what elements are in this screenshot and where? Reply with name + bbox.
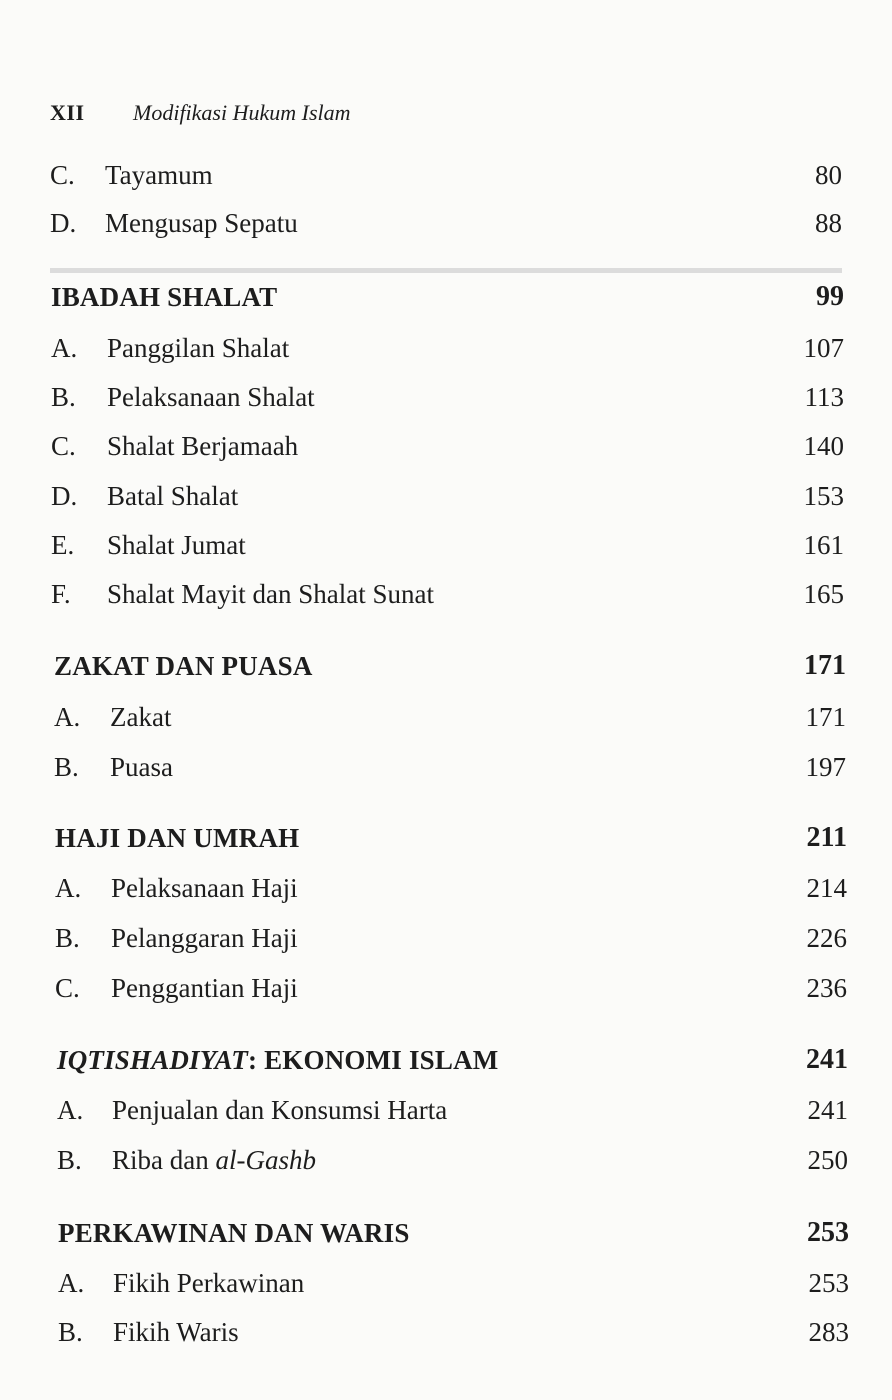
entry-letter: C.: [55, 973, 80, 1003]
entry-page: 107: [803, 333, 844, 363]
entry-letter: A.: [55, 873, 82, 903]
entry-title: Shalat Jumat: [107, 530, 246, 560]
entry-title: Shalat Mayit dan Shalat Sunat: [107, 579, 434, 609]
entry-letter: B.: [58, 1317, 83, 1347]
entry-page: 241: [807, 1095, 848, 1125]
entry-page: 171: [805, 702, 846, 732]
toc-entry: [57, 1090, 848, 1130]
toc-chapter: [54, 646, 846, 686]
toc-entry: [50, 155, 842, 195]
toc-entry: [58, 1312, 849, 1352]
toc-entry: [55, 968, 847, 1008]
chapter-page: 211: [806, 822, 847, 853]
toc-entry: [55, 918, 847, 958]
chapter-page: 171: [804, 650, 846, 681]
toc-entry: [57, 1140, 848, 1180]
entry-title: Penggantian Haji: [111, 973, 298, 1003]
chapter-page: 99: [816, 281, 844, 312]
toc-chapter: [57, 1040, 848, 1080]
entry-page: 161: [803, 530, 844, 560]
entry-title: [112, 1140, 316, 1180]
entry-title: Pelaksanaan Shalat: [107, 382, 315, 412]
entry-letter: B.: [54, 752, 79, 782]
entry-letter: A.: [58, 1268, 85, 1298]
toc-entry: [54, 747, 846, 787]
entry-title: Puasa: [110, 752, 173, 782]
toc-chapter: [51, 277, 844, 317]
toc-entry: [51, 574, 844, 614]
entry-title-italic: al-Gashb: [215, 1145, 316, 1175]
toc-chapter: [58, 1213, 849, 1253]
entry-letter: C.: [50, 160, 75, 190]
entry-page: 140: [803, 431, 844, 461]
entry-title: Panggilan Shalat: [107, 333, 290, 363]
toc-entry: [50, 203, 842, 243]
chapter-title: [57, 1040, 498, 1080]
entry-letter: D.: [51, 481, 78, 511]
entry-page: 236: [806, 973, 847, 1003]
chapter-title-italic: IQTISHADIYAT: [57, 1045, 248, 1075]
chapter-page: 253: [807, 1217, 849, 1248]
toc-entry: [58, 1263, 849, 1303]
running-title: Modifikasi Hukum Islam: [133, 100, 351, 125]
chapter-title: IBADAH SHALAT: [51, 282, 278, 312]
entry-letter: A.: [57, 1095, 84, 1125]
chapter-title-rest: : EKONOMI ISLAM: [247, 1045, 499, 1075]
entry-page: 153: [803, 481, 844, 511]
chapter-title: HAJI DAN UMRAH: [55, 823, 300, 853]
page-header: [50, 100, 840, 134]
entry-title: Tayamum: [105, 160, 213, 190]
entry-title: Fikih Perkawinan: [113, 1268, 305, 1298]
toc-entry: [51, 525, 844, 565]
entry-letter: B.: [51, 382, 76, 412]
toc-entry: [51, 377, 844, 417]
entry-letter: A.: [54, 702, 81, 732]
entry-page: 80: [815, 160, 842, 190]
toc-entry: [51, 426, 844, 466]
entry-letter: E.: [51, 530, 75, 560]
entry-page: 214: [806, 873, 847, 903]
entry-page: 88: [815, 208, 842, 238]
entry-letter: C.: [51, 431, 76, 461]
entry-page: 113: [804, 382, 844, 412]
entry-title-plain: Riba dan: [112, 1145, 216, 1175]
toc-entry: [54, 697, 846, 737]
entry-page: 283: [808, 1317, 849, 1347]
entry-title: Fikih Waris: [113, 1317, 239, 1347]
entry-letter: A.: [51, 333, 78, 363]
entry-title: Shalat Berjamaah: [107, 431, 299, 461]
page-number-folio: XII: [50, 100, 85, 125]
entry-letter: B.: [55, 923, 80, 953]
entry-page: 226: [806, 923, 847, 953]
entry-letter: D.: [50, 208, 77, 238]
entry-page: 197: [805, 752, 846, 782]
entry-title: Pelaksanaan Haji: [111, 873, 298, 903]
entry-letter: B.: [57, 1145, 82, 1175]
entry-title: Zakat: [110, 702, 172, 732]
entry-letter: F.: [51, 579, 71, 609]
chapter-title: ZAKAT DAN PUASA: [54, 651, 313, 681]
toc-chapter: [55, 818, 847, 858]
chapter-title: PERKAWINAN DAN WARIS: [58, 1218, 410, 1248]
chapter-page: 241: [806, 1044, 848, 1075]
entry-page: 250: [807, 1145, 848, 1175]
entry-title: Pelanggaran Haji: [111, 923, 298, 953]
entry-page: 165: [803, 579, 844, 609]
entry-title: Batal Shalat: [107, 481, 239, 511]
section-divider: [50, 268, 842, 273]
toc-entry: [51, 476, 844, 516]
entry-page: 253: [808, 1268, 849, 1298]
entry-title: Penjualan dan Konsumsi Harta: [112, 1095, 448, 1125]
entry-title: Mengusap Sepatu: [105, 208, 298, 238]
toc-entry: [51, 328, 844, 368]
toc-entry: [55, 868, 847, 908]
